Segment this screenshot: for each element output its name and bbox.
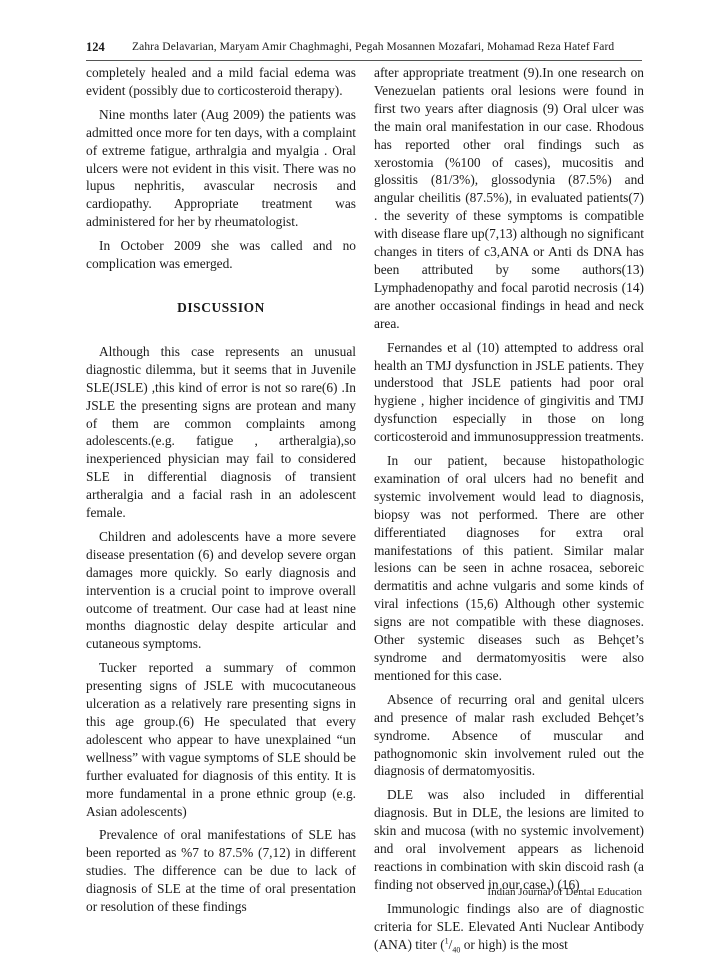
fraction-denominator: 40 bbox=[452, 945, 461, 955]
paragraph: Tucker reported a summary of common presenting signs of JSLE with mucocutaneous ulceration as a relatively rare presenting signs in this age group.(6) He speculated that every adolescent who appear to have unexplained “un wellness” with vague symptoms of SLE should be further evaluated for diagnosis of this entity. It is more fundamental in a prone ethnic group (e.g. Asian adolescents) bbox=[86, 660, 356, 819]
paragraph bbox=[374, 900, 644, 954]
paragraph: In our patient, because histopathologic examination of oral ulcers had no benefit and systemic involvement would lead to diagnosis, biopsy was not performed. There are other differentiated diagnoses for extra oral manifestations of this patient. Similar malar lesions can be seen in achne rosacea, seboreic dermatitis and achne vulgaris and some kinds of viral infections (15,6) Although other systemic signs are not compatible with these diagnoses. Other systemic diseases such as Behçet’s syndrome and dermatomyositis were also mentioned for this case. bbox=[374, 453, 644, 683]
running-header bbox=[86, 38, 642, 61]
right-column bbox=[374, 64, 644, 960]
paragraph: Although this case represents an unusual diagnostic dilemma, but it seems that in Juvenile SLE(JSLE) ,this kind of error is not so rare(6) .In JSLE the presenting signs are protean and many of them are common complaints among adolescents.(e.g. fatigue , artheralgia),so inexperienced physician may fail to considered SLE in differential diagnosis of transient artheralgia and a facial rash in an adolescent female. bbox=[86, 343, 356, 521]
left-column bbox=[86, 64, 356, 922]
fraction-numerator: 1 bbox=[444, 936, 449, 946]
page-number: 124 bbox=[86, 40, 105, 54]
paragraph: Children and adolescents have a more severe disease presentation (6) and develop severe organ damages more quickly. So early diagnosis and intervention is a crucial point to improve overall outcome of treatment. Our case had at least nine months diagnostic delay despite articular and cutaneous symptoms. bbox=[86, 528, 356, 652]
paragraph: completely healed and a mild facial edema was evident (possibly due to corticosteroid therapy). bbox=[86, 65, 356, 98]
paragraph: Prevalence of oral manifestations of SLE has been reported as %7 to 87.5% (7,12) in different studies. The difference can be due to lack of diagnosis of SLE at the time of oral presentation or resolution of these findings bbox=[86, 827, 356, 915]
paragraph: DLE was also included in differential diagnosis. But in DLE, the lesions are limited to skin and mucosa (with no systemic involvement) and oral involvement appears as lichenoid reactions in combination with skin discoid rash (a finding not observed in our case.) (16) bbox=[374, 787, 644, 892]
paragraph: Absence of recurring oral and genital ulcers and presence of malar rash excluded Behçet’s syndrome. Absence of muscular and pathognomonic skin involvement ruled out the diagnosis of dermatomyositis. bbox=[374, 691, 644, 779]
paragraph-text-tail: or high) is the most bbox=[460, 936, 568, 952]
header-authors: Zahra Delavarian, Maryam Amir Chaghmaghi, Pegah Mosannen Mozafari, Mohamad Reza Hatef Fard bbox=[132, 41, 615, 53]
paragraph: In October 2009 she was called and no complication was emerged. bbox=[86, 238, 356, 272]
section-heading-discussion: DISCUSSION bbox=[177, 299, 265, 315]
fraction-slash: / bbox=[448, 936, 453, 952]
paragraph: Nine months later (Aug 2009) the patients was admitted once more for ten days, with a complaint of extreme fatigue, arthralgia and myalgia . Oral ulcers were not evident in this visit. There was no lupus nephritis, avascular necrosis and cardiopathy. Appropriate treatment was administered for her by rheumatologist. bbox=[86, 106, 356, 230]
paragraph-text: Immunologic findings also are of diagnostic criteria for SLE. Elevated Anti Nuclear Antibody (ANA) titer ( bbox=[374, 900, 644, 952]
paragraph: Fernandes et al (10) attempted to address oral health an TMJ dysfunction in JSLE patients. They understood that JSLE patients had poor oral hygiene , higher incidence of gingivitis and TMJ dysfunction especially in those on long corticosteroid and immunosuppression treatments. bbox=[374, 339, 644, 445]
journal-footer: Indian Journal of Dental Education bbox=[487, 886, 642, 898]
paragraph: after appropriate treatment (9).In one research on Venezuelan patients oral lesions were found in first two years after diagnosis (9) Oral ulcer was the main oral manifestation in our case. Rhodous has reported other oral findings such as xerostomia (%100 of cases), mucositis and glossitis (81/3%), glossodynia (87.5%) and angular cheilitis (87.5%), in evaluated patients(7) . the severity of these symptoms is compatible with disease flare up(7,13) although no significant changes in titers of c3,ANA or Anti ds DNA has been attributed by some authors(13) Lymphadenopathy and focal parotid necrosis (14) are another occasional findings in head and neck area. bbox=[374, 65, 644, 331]
